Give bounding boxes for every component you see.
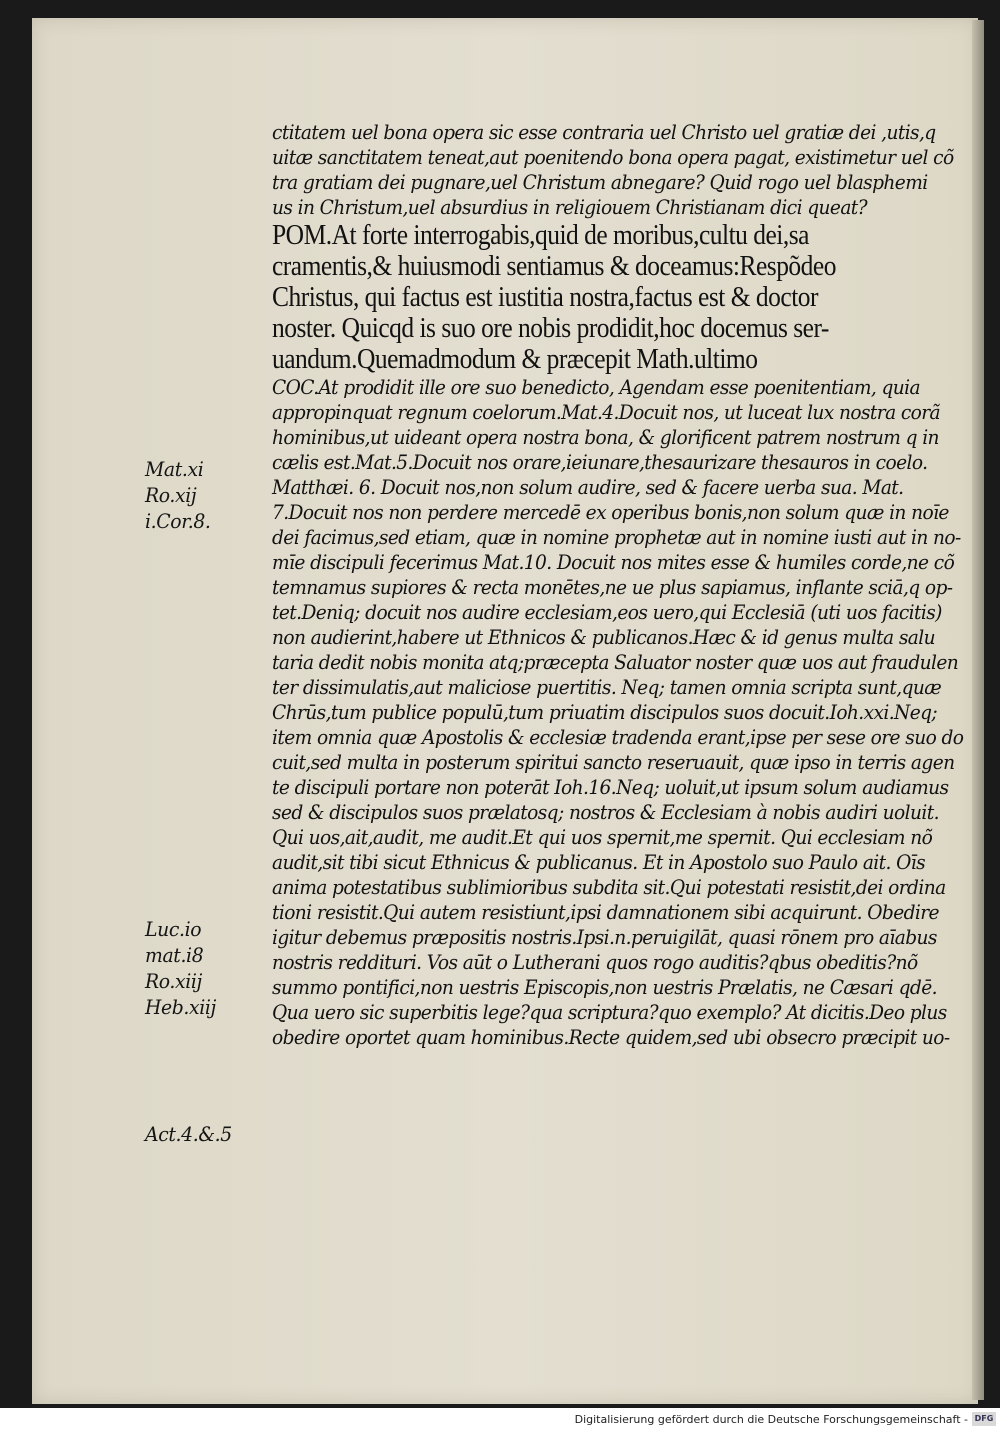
footer-credit: Digitalisierung gefördert durch die Deutsche Forschungsgemeinschaft - bbox=[574, 1413, 968, 1426]
text-line: cælis est.Mat.5.Docuit nos orare,ieiunare,thesaurizare thesauros in coelo. bbox=[272, 450, 928, 474]
text-line: Qua uero sic superbitis lege?qua scriptura?quo exemplo? At dicitis.Deo plus bbox=[272, 1000, 947, 1024]
text-line: 7.Docuit nos non perdere mercedē ex operibus bonis,non solum quæ in noīe bbox=[272, 500, 949, 524]
text-line: POM.At forte interrogabis,quid de moribus,cultu dei,sa bbox=[272, 220, 809, 251]
margin-note bbox=[145, 916, 216, 1020]
margin-note bbox=[145, 456, 211, 534]
text-line: appropinquat regnum coelorum.Mat.4.Docuit nos, ut luceat lux nostra corã bbox=[272, 400, 941, 424]
text-line: tioni resistit.Qui autem resistiunt,ipsi damnationem sibi acquirunt. Obedire bbox=[272, 900, 939, 924]
text-line: obedire oportet quam hominibus.Recte quidem,sed ubi obsecro præcipit uo- bbox=[272, 1025, 950, 1049]
margin-note-line: i.Cor.8. bbox=[145, 509, 211, 533]
page-edge bbox=[972, 20, 984, 1400]
text-line: Matthæi. 6. Docuit nos,non solum audire, sed & facere uerba sua. Mat. bbox=[272, 475, 904, 499]
text-line: summo pontifici,non uestris Episcopis,non uestris Prælatis, ne Cæsari qdē. bbox=[272, 975, 937, 999]
text-line: cuit,sed multa in posterum spiritui sancto reseruauit, quæ ipso in terris agen bbox=[272, 750, 955, 774]
main-text-block bbox=[272, 120, 964, 1050]
text-line: mīe discipuli fecerimus Mat.10. Docuit nos mites esse & humiles corde,ne cõ bbox=[272, 550, 955, 574]
text-line: ctitatem uel bona opera sic esse contraria uel Christo uel gratiæ dei ,utis,q bbox=[272, 120, 936, 144]
text-line: uitæ sanctitatem teneat,aut poenitendo bona opera pagat, existimetur uel cõ bbox=[272, 145, 954, 169]
text-line: te discipuli portare non poterāt Ioh.16.Neq; uoluit,ut ipsum solum audiamus bbox=[272, 775, 949, 799]
margin-note-line: Heb.xiij bbox=[145, 995, 216, 1019]
margin-note bbox=[145, 1121, 232, 1147]
text-line: taria dedit nobis monita atq;præcepta Saluator noster quæ uos aut fraudulen bbox=[272, 650, 959, 674]
text-line: Qui uos,ait,audit, me audit.Et qui uos spernit,me spernit. Qui ecclesiam nõ bbox=[272, 825, 933, 849]
text-line: us in Christum,uel absurdius in religiouem Christianam dici queat? bbox=[272, 195, 868, 219]
text-line: noster. Quicqd is suo ore nobis prodidit,hoc docemus ser- bbox=[272, 313, 829, 344]
margin-note-line: mat.i8 bbox=[145, 943, 204, 967]
text-line: dei facimus,sed etiam, quæ in nomine prophetæ aut in nomine iusti aut in no- bbox=[272, 525, 961, 549]
text-line: tet.Deniq; docuit nos audire ecclesiam,eos uero,qui Ecclesiā (uti uos facitis) bbox=[272, 600, 942, 624]
text-line: cramentis,& huiusmodi sentiamus & doceamus:Respõdeo bbox=[272, 251, 836, 282]
margin-note-line: Mat.xi bbox=[145, 457, 204, 481]
text-line: COC.At prodidit ille ore suo benedicto, Agendam esse poenitentiam, quia bbox=[272, 375, 921, 399]
text-line: Christus, qui factus est iustitia nostra,factus est & doctor bbox=[272, 282, 819, 313]
text-line: tra gratiam dei pugnare,uel Christum abnegare? Quid rogo uel blasphemi bbox=[272, 170, 928, 194]
margin-note-line: Ro.xij bbox=[145, 483, 197, 507]
text-line: hominibus,ut uideant opera nostra bona, & glorificent patrem nostrum q in bbox=[272, 425, 939, 449]
margin-note-line: Act.4.&.5 bbox=[145, 1122, 232, 1146]
text-line: uandum.Quemadmodum & præcepit Math.ultimo bbox=[272, 344, 758, 375]
text-line: anima potestatibus sublimioribus subdita sit.Qui potestati resistit,dei ordina bbox=[272, 875, 946, 899]
text-line: igitur debemus præpositis nostris.Ipsi.n.peruigilāt, quasi rōnem pro aīabus bbox=[272, 925, 937, 949]
margin-note-line: Luc.io bbox=[145, 917, 202, 941]
footer-bar bbox=[0, 1408, 1000, 1432]
text-line: temnamus supiores & recta monētes,ne ue plus sapiamus, inflante sciā,q op- bbox=[272, 575, 953, 599]
text-line: ter dissimulatis,aut maliciose puertitis. Neq; tamen omnia scripta sunt,quæ bbox=[272, 675, 942, 699]
text-line: non audierint,habere ut Ethnicos & publicanos.Hæc & id genus multa salu bbox=[272, 625, 935, 649]
margin-note-line: Ro.xiij bbox=[145, 969, 202, 993]
text-line: nostris reddituri. Vos aūt o Lutherani quos rogo auditis?qbus obeditis?nõ bbox=[272, 950, 918, 974]
text-line: Chrūs,tum publice populū,tum priuatim discipulos suos docuit.Ioh.xxi.Neq; bbox=[272, 700, 938, 724]
text-line: sed & discipulos suos prælatosq; nostros & Ecclesiam à nobis audiri uoluit. bbox=[272, 800, 939, 824]
text-line: audit,sit tibi sicut Ethnicus & publicanus. Et in Apostolo suo Paulo ait. Oīs bbox=[272, 850, 926, 874]
dfg-logo: DFG bbox=[972, 1412, 996, 1426]
text-line: item omnia quæ Apostolis & ecclesiæ tradenda erant,ipse per sese ore suo do bbox=[272, 725, 964, 749]
